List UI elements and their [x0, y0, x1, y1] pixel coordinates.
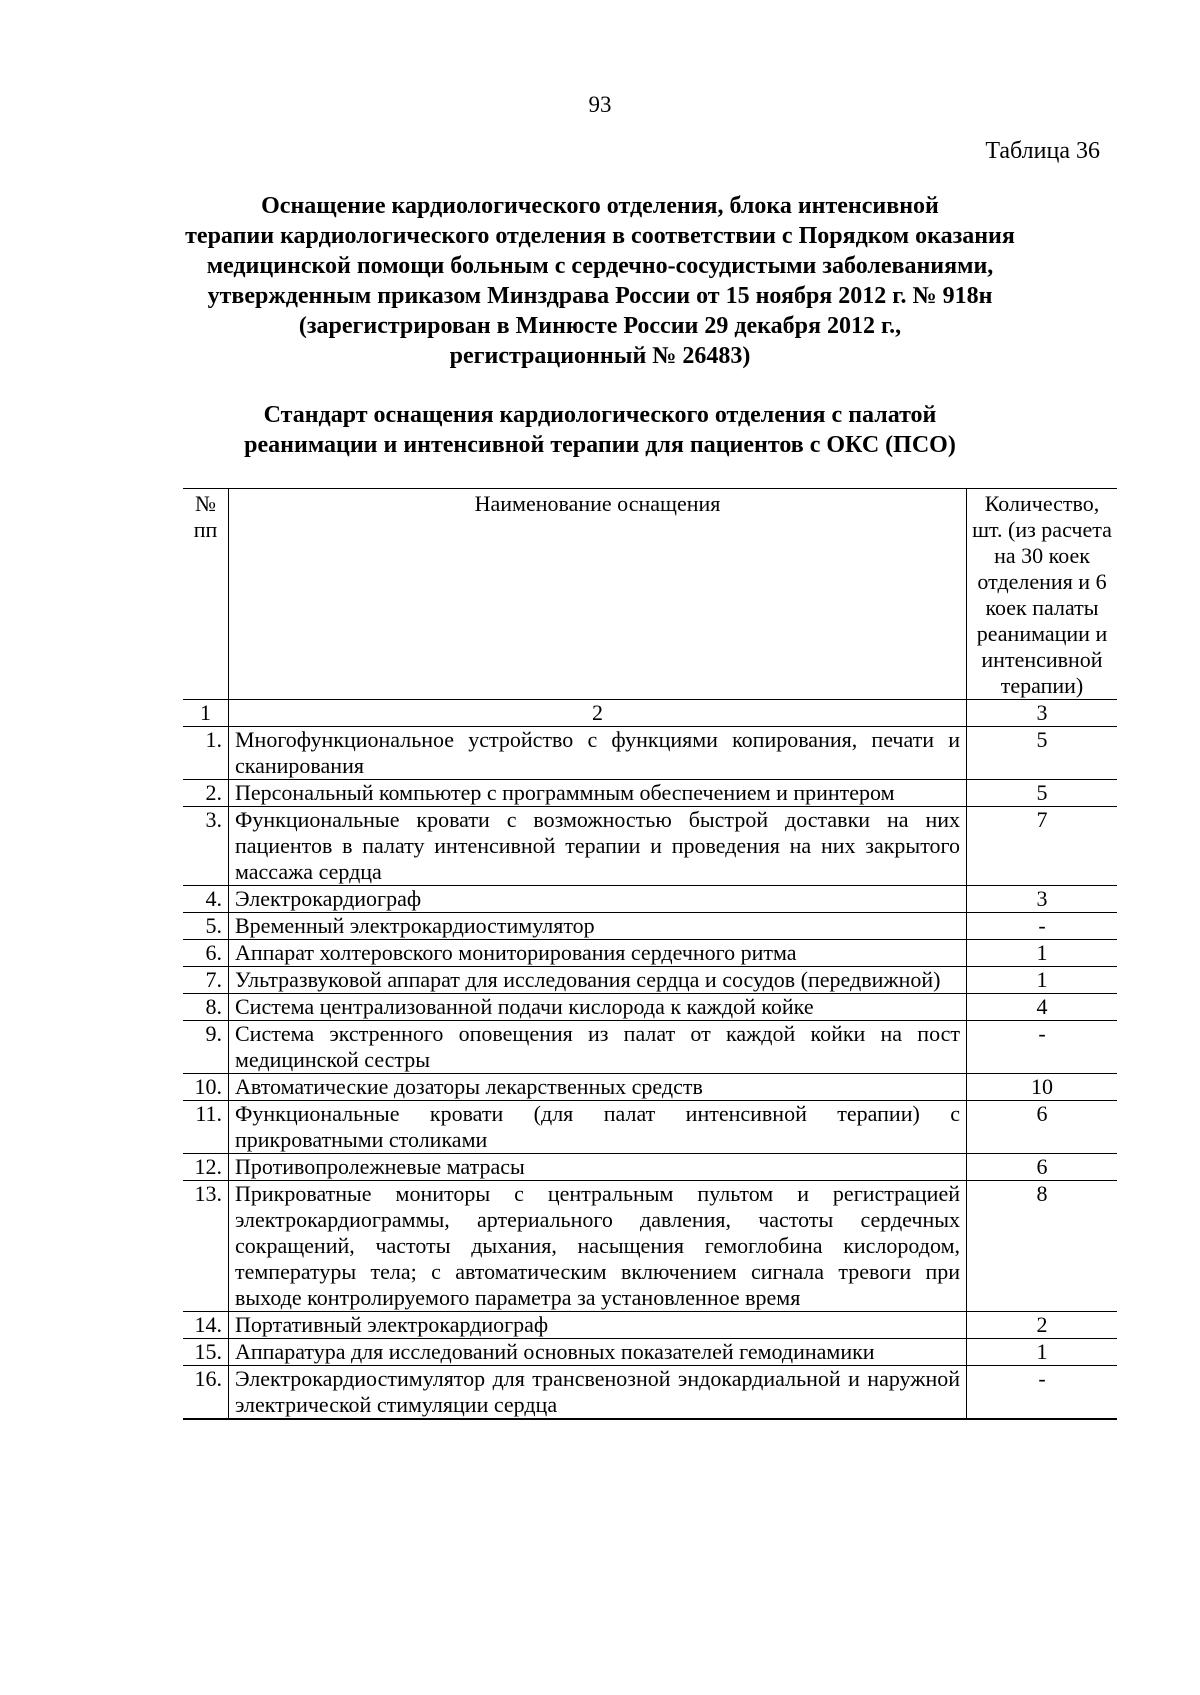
row-quantity: 1	[967, 940, 1118, 967]
table-row	[183, 1181, 1117, 1312]
row-equipment-name: Функциональные кровати с возможностью быстрой доставки на них пациентов в палату интенсивной терапии и проведения на них закрытого массажа сердца	[229, 807, 967, 886]
row-quantity: -	[967, 1366, 1118, 1420]
standard-heading	[150, 400, 1050, 460]
heading-line: реанимации и интенсивной терапии для пациентов с ОКС (ПСО)	[244, 432, 956, 458]
heading-line: медицинской помощи больным с сердечно-сосудистыми заболеваниями,	[206, 253, 994, 279]
row-number: 8.	[183, 994, 229, 1021]
row-quantity: 3	[967, 886, 1118, 913]
row-equipment-name: Аппаратура для исследований основных показателей гемодинамики	[229, 1339, 967, 1366]
table-row	[183, 940, 1117, 967]
row-quantity: 1	[967, 967, 1118, 994]
row-quantity: 2	[967, 1312, 1118, 1339]
row-equipment-name: Персональный компьютер с программным обеспечением и принтером	[229, 780, 967, 807]
row-equipment-name: Электрокардиостимулятор для трансвенозной эндокардиальной и наружной электрической стимуляции сердца	[229, 1366, 967, 1420]
table-row	[183, 1366, 1117, 1420]
row-equipment-name: Система экстренного оповещения из палат от каждой койки на пост медицинской сестры	[229, 1021, 967, 1074]
table-row	[183, 727, 1117, 780]
table-row	[183, 780, 1117, 807]
heading-line: утвержденным приказом Минздрава России от 15 ноября 2012 г. № 918н	[207, 283, 993, 309]
row-quantity: 8	[967, 1181, 1118, 1312]
column-number: 1	[183, 700, 229, 727]
row-number: 16.	[183, 1366, 229, 1420]
row-number: 10.	[183, 1074, 229, 1101]
table-caption: Таблица 36	[985, 138, 1100, 164]
row-quantity: 6	[967, 1101, 1118, 1154]
heading-line: регистрационный № 26483)	[449, 343, 751, 369]
row-quantity: 1	[967, 1339, 1118, 1366]
row-quantity: 4	[967, 994, 1118, 1021]
row-equipment-name: Временный электрокардиостимулятор	[229, 913, 967, 940]
row-number: 6.	[183, 940, 229, 967]
heading-line: Стандарт оснащения кардиологического отделения с палатой	[263, 402, 937, 428]
row-number: 3.	[183, 807, 229, 886]
row-quantity: 10	[967, 1074, 1118, 1101]
header-qty: Количество, шт. (из расчета на 30 коек отделения и 6 коек палаты реанимации и интенсивной терапии)	[967, 489, 1118, 700]
row-quantity: 7	[967, 807, 1118, 886]
table-row	[183, 1101, 1117, 1154]
table-header-row	[183, 489, 1117, 700]
heading-line: Оснащение кардиологического отделения, блока интенсивной	[261, 193, 939, 219]
heading-line: терапии кардиологического отделения в соответствии с Порядком оказания	[185, 223, 1015, 249]
table-row	[183, 1021, 1117, 1074]
table-row	[183, 886, 1117, 913]
row-equipment-name: Противопролежневые матрасы	[229, 1154, 967, 1181]
row-number: 14.	[183, 1312, 229, 1339]
row-equipment-name: Портативный электрокардиограф	[229, 1312, 967, 1339]
row-quantity: -	[967, 1021, 1118, 1074]
row-number: 11.	[183, 1101, 229, 1154]
row-equipment-name: Многофункциональное устройство с функциями копирования, печати и сканирования	[229, 727, 967, 780]
table-row	[183, 1339, 1117, 1366]
row-number: 15.	[183, 1339, 229, 1366]
table-row	[183, 1312, 1117, 1339]
row-number: 9.	[183, 1021, 229, 1074]
row-number: 12.	[183, 1154, 229, 1181]
row-quantity: 6	[967, 1154, 1118, 1181]
row-quantity: 5	[967, 727, 1118, 780]
column-number: 2	[229, 700, 967, 727]
heading-line: (зарегистрирован в Минюсте России 29 декабря 2012 г.,	[298, 313, 902, 339]
row-equipment-name: Система централизованной подачи кислорода к каждой койке	[229, 994, 967, 1021]
page-number: 93	[588, 92, 612, 117]
row-equipment-name: Функциональные кровати (для палат интенсивной терапии) с прикроватными столиками	[229, 1101, 967, 1154]
table-row	[183, 913, 1117, 940]
header-name: Наименование оснащения	[229, 489, 967, 700]
row-number: 4.	[183, 886, 229, 913]
row-number: 2.	[183, 780, 229, 807]
row-quantity: -	[967, 913, 1118, 940]
row-equipment-name: Автоматические дозаторы лекарственных средств	[229, 1074, 967, 1101]
column-number-row	[183, 700, 1117, 727]
table-row	[183, 807, 1117, 886]
header-num: № пп	[183, 489, 229, 700]
row-equipment-name: Аппарат холтеровского мониторирования сердечного ритма	[229, 940, 967, 967]
table-row	[183, 1154, 1117, 1181]
row-quantity: 5	[967, 780, 1118, 807]
row-number: 13.	[183, 1181, 229, 1312]
table-row	[183, 967, 1117, 994]
row-equipment-name: Ультразвуковой аппарат для исследования сердца и сосудов (передвижной)	[229, 967, 967, 994]
column-number: 3	[967, 700, 1118, 727]
table-row	[183, 994, 1117, 1021]
document-heading	[150, 191, 1050, 371]
row-number: 7.	[183, 967, 229, 994]
row-equipment-name: Прикроватные мониторы с центральным пультом и регистрацией электрокардиограммы, артериального давления, частоты сердечных сокращений, частоты дыхания, насыщения гемоглобина кислородом, температуры тела; с автоматическим включением сигнала тревоги при выходе контролируемого параметра за установленное время	[229, 1181, 967, 1312]
row-number: 1.	[183, 727, 229, 780]
table-row	[183, 1074, 1117, 1101]
equipment-table	[183, 488, 1117, 1420]
row-number: 5.	[183, 913, 229, 940]
row-equipment-name: Электрокардиограф	[229, 886, 967, 913]
